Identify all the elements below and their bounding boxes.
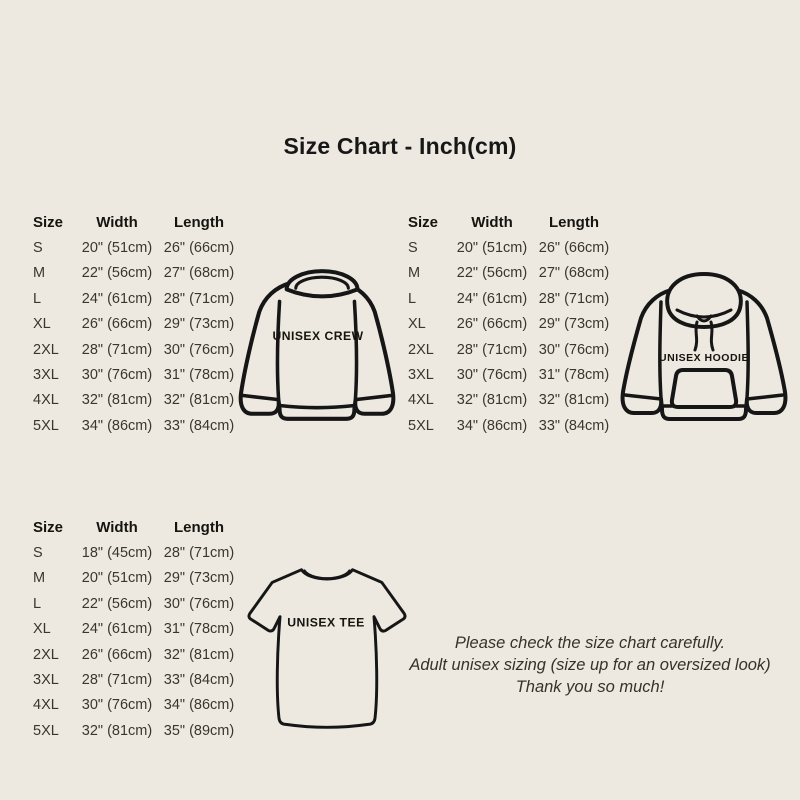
tee-illustration <box>245 556 409 742</box>
table-row <box>408 312 616 337</box>
size-cell: 3XL <box>33 672 59 689</box>
length-cell: 29" (73cm) <box>163 570 235 587</box>
table-row <box>408 235 616 260</box>
size-cell: 2XL <box>408 341 434 358</box>
length-cell: 29" (73cm) <box>538 316 610 333</box>
size-cell: 3XL <box>408 367 434 384</box>
width-column-header: Width <box>96 214 138 232</box>
table-row <box>33 362 241 387</box>
table-row <box>33 617 241 642</box>
table-row <box>33 235 241 260</box>
table-row <box>33 693 241 718</box>
length-cell: 32" (81cm) <box>163 646 235 663</box>
length-cell: 28" (71cm) <box>538 290 610 307</box>
tee-drawing <box>245 556 409 742</box>
width-cell: 32" (81cm) <box>81 392 153 409</box>
width-cell: 28" (71cm) <box>81 341 153 358</box>
table-row <box>33 718 241 743</box>
width-cell: 32" (81cm) <box>456 392 528 409</box>
length-cell: 32" (81cm) <box>163 392 235 409</box>
note-line-3: Thank you so much! <box>515 678 665 696</box>
length-cell: 33" (84cm) <box>538 417 610 434</box>
size-cell: S <box>408 240 418 257</box>
width-column-header: Width <box>471 214 513 232</box>
length-cell: 27" (68cm) <box>163 265 235 282</box>
width-cell: 20" (51cm) <box>81 240 153 257</box>
table-row <box>408 388 616 413</box>
tee-garment-label: UNISEX TEE <box>287 615 365 630</box>
hoodie-size-table <box>408 210 616 439</box>
table-row <box>33 540 241 565</box>
table-row <box>408 413 616 438</box>
table-row <box>408 337 616 362</box>
width-cell: 22" (56cm) <box>81 265 153 282</box>
table-row <box>33 667 241 692</box>
length-cell: 31" (78cm) <box>163 367 235 384</box>
size-cell: XL <box>33 621 51 638</box>
size-cell: L <box>33 290 42 307</box>
crew-sweatshirt-illustration <box>231 266 403 430</box>
hoodie-garment-label: UNISEX HOODIE <box>659 352 749 364</box>
width-cell: 32" (81cm) <box>81 722 153 739</box>
length-cell: 33" (84cm) <box>163 417 235 434</box>
width-cell: 24" (61cm) <box>81 621 153 638</box>
length-column-header: Length <box>174 214 224 232</box>
hoodie-illustration <box>611 263 797 445</box>
table-row <box>33 312 241 337</box>
table-header-row <box>408 210 616 235</box>
width-cell: 30" (76cm) <box>81 697 153 714</box>
size-cell: L <box>408 290 417 307</box>
size-note <box>388 632 792 698</box>
length-cell: 29" (73cm) <box>163 316 235 333</box>
size-cell: M <box>33 570 46 587</box>
width-column-header: Width <box>96 519 138 537</box>
length-cell: 32" (81cm) <box>538 392 610 409</box>
size-cell: 4XL <box>33 392 59 409</box>
length-cell: 28" (71cm) <box>163 290 235 307</box>
width-cell: 34" (86cm) <box>81 417 153 434</box>
width-cell: 18" (45cm) <box>81 545 153 562</box>
table-row <box>33 388 241 413</box>
size-cell: S <box>33 240 43 257</box>
width-cell: 22" (56cm) <box>456 265 528 282</box>
length-cell: 33" (84cm) <box>163 672 235 689</box>
table-header-row <box>33 515 241 540</box>
width-cell: 28" (71cm) <box>81 672 153 689</box>
width-cell: 34" (86cm) <box>456 417 528 434</box>
width-cell: 30" (76cm) <box>456 367 528 384</box>
width-cell: 24" (61cm) <box>81 290 153 307</box>
size-cell: XL <box>33 316 51 333</box>
width-cell: 26" (66cm) <box>81 646 153 663</box>
width-cell: 26" (66cm) <box>81 316 153 333</box>
size-cell: 2XL <box>33 341 59 358</box>
crew-garment-label: UNISEX CREW <box>272 328 364 343</box>
size-cell: 5XL <box>408 417 434 434</box>
size-column-header: Size <box>33 214 64 232</box>
size-column-header: Size <box>33 519 64 537</box>
table-row <box>33 337 241 362</box>
table-row <box>33 286 241 311</box>
table-row <box>33 566 241 591</box>
note-line-1: Please check the size chart carefully. <box>454 634 726 652</box>
size-cell: L <box>33 595 42 612</box>
length-column-header: Length <box>549 214 599 232</box>
crew-size-table <box>33 210 241 439</box>
width-cell: 30" (76cm) <box>81 367 153 384</box>
length-column-header: Length <box>174 519 224 537</box>
size-cell: 4XL <box>33 697 59 714</box>
table-row <box>408 261 616 286</box>
width-cell: 24" (61cm) <box>456 290 528 307</box>
length-cell: 30" (76cm) <box>538 341 610 358</box>
length-cell: 31" (78cm) <box>163 621 235 638</box>
width-cell: 22" (56cm) <box>81 595 153 612</box>
length-cell: 26" (66cm) <box>538 240 610 257</box>
size-cell: 3XL <box>33 367 59 384</box>
size-cell: 5XL <box>33 417 59 434</box>
size-cell: XL <box>408 316 426 333</box>
size-cell: S <box>33 545 43 562</box>
table-row <box>33 642 241 667</box>
length-cell: 31" (78cm) <box>538 367 610 384</box>
hoodie-drawing <box>611 263 797 445</box>
width-cell: 28" (71cm) <box>456 341 528 358</box>
length-cell: 30" (76cm) <box>163 341 235 358</box>
size-cell: 2XL <box>33 646 59 663</box>
table-row <box>33 591 241 616</box>
length-cell: 28" (71cm) <box>163 545 235 562</box>
page-title: Size Chart - Inch(cm) <box>283 133 517 159</box>
table-row <box>33 261 241 286</box>
size-cell: M <box>408 265 421 282</box>
table-row <box>408 362 616 387</box>
size-cell: 5XL <box>33 722 59 739</box>
length-cell: 34" (86cm) <box>163 697 235 714</box>
width-cell: 20" (51cm) <box>81 570 153 587</box>
length-cell: 30" (76cm) <box>163 595 235 612</box>
table-header-row <box>33 210 241 235</box>
length-cell: 26" (66cm) <box>163 240 235 257</box>
table-row <box>408 286 616 311</box>
table-row <box>33 413 241 438</box>
width-cell: 20" (51cm) <box>456 240 528 257</box>
size-cell: 4XL <box>408 392 434 409</box>
note-line-2: Adult unisex sizing (size up for an oversized look) <box>409 656 771 674</box>
length-cell: 35" (89cm) <box>163 722 235 739</box>
crew-sweatshirt-drawing <box>231 266 403 430</box>
size-cell: M <box>33 265 46 282</box>
width-cell: 26" (66cm) <box>456 316 528 333</box>
tee-size-table <box>33 515 241 744</box>
length-cell: 27" (68cm) <box>538 265 610 282</box>
size-column-header: Size <box>408 214 439 232</box>
